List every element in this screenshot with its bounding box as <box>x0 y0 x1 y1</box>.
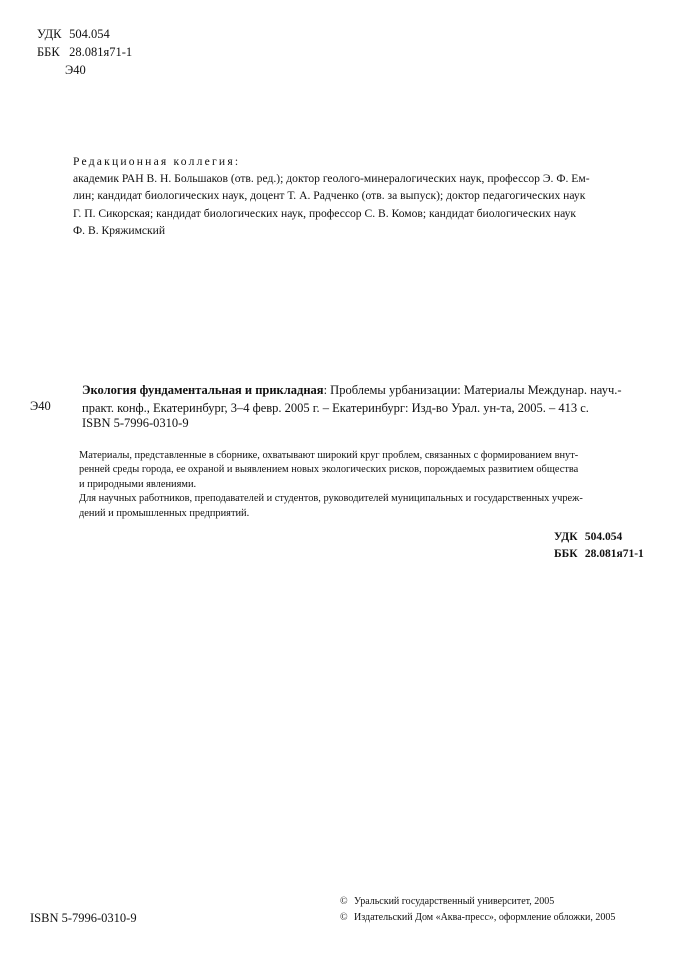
udk-label: УДК <box>37 27 62 41</box>
bbk-row-right <box>554 546 644 563</box>
bbk-label-right: ББК <box>554 548 578 560</box>
copyright-text: Издательский Дом «Аква-пресс», оформление обложки, 2005 <box>354 912 616 923</box>
editorial-board-line: академик РАН В. Н. Большаков (отв. ред.); доктор геолого-минералогических наук, профессор Э. Ф. Ем- <box>73 172 590 186</box>
copyright-icon: © <box>340 896 348 907</box>
biblio-isbn: ISBN 5-7996-0310-9 <box>82 416 189 430</box>
udk-value-right: 504.054 <box>584 531 623 543</box>
library-codes <box>37 25 132 79</box>
copyright-block <box>340 894 615 926</box>
annotation-line: и природными явлениями. <box>79 478 197 490</box>
bbk-value: 28.081я71-1 <box>69 45 133 59</box>
annotation-line: Материалы, представленные в сборнике, охватывают широкий круг проблем, связанных с формированием внут- <box>79 450 579 461</box>
annotation-line: ренней среды города, ее охраной и выявлением новых экологических рисков, порождаемых развитием общества <box>79 464 579 476</box>
library-codes-right <box>554 529 644 563</box>
copyright-line <box>340 910 615 926</box>
copyright-line <box>340 894 615 910</box>
biblio-author-mark: Э40 <box>30 399 51 413</box>
author-mark: Э40 <box>65 63 86 77</box>
biblio-imprint: практ. конф., Екатеринбург, 3–4 февр. 2005 г. – Екатеринбург: Изд-во Урал. ун-та, 2005. – 413 с. <box>82 401 589 415</box>
editorial-board-line: Г. П. Сикорская; кандидат биологических наук, профессор С. В. Комов; кандидат биологических наук <box>73 206 577 220</box>
biblio-subtitle: : Проблемы урбанизации: Материалы Междунар. науч.- <box>323 383 622 397</box>
editorial-board-heading: Редакционная коллегия: <box>73 155 241 168</box>
udk-row <box>37 25 132 43</box>
annotation <box>79 449 647 521</box>
copyright-icon: © <box>340 912 348 923</box>
editorial-board-line: лин; кандидат биологических наук, доцент Т. А. Радченко (отв. за выпуск); доктор педагогических наук <box>73 189 586 203</box>
editorial-board-line: Ф. В. Кряжимский <box>73 223 166 237</box>
editorial-board <box>73 153 649 239</box>
biblio-title-line <box>82 381 648 399</box>
annotation-line: дений и промышленных предприятий. <box>79 507 250 519</box>
udk-value: 504.054 <box>69 27 110 41</box>
bbk-row <box>37 43 132 61</box>
bbk-value-right: 28.081я71-1 <box>584 548 644 560</box>
bibliographic-record <box>82 381 648 417</box>
copyright-text: Уральский государственный университет, 2005 <box>354 896 555 907</box>
bbk-label: ББК <box>37 45 60 59</box>
biblio-title: Экология фундаментальная и прикладная <box>82 383 324 397</box>
footer-isbn: ISBN 5-7996-0310-9 <box>30 911 137 925</box>
annotation-line: Для научных работников, преподавателей и студентов, руководителей муниципальных и государственных учреж- <box>79 493 583 505</box>
udk-label-right: УДК <box>554 531 578 543</box>
udk-row-right <box>554 529 644 546</box>
